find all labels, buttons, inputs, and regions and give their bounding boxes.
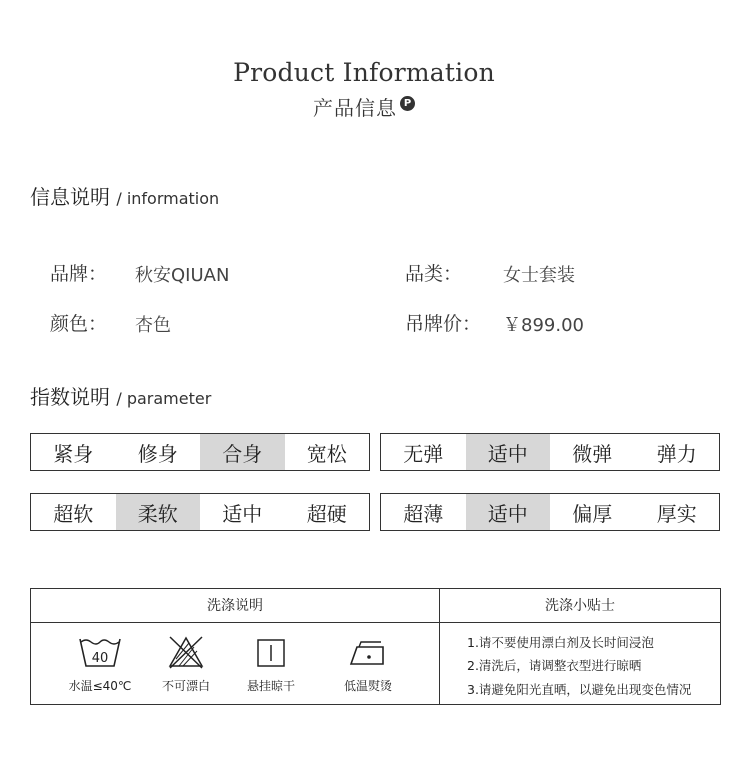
fit-option: 宽松	[306, 441, 347, 466]
fit-option: 修身	[137, 441, 178, 466]
thickness-option: 厚实	[656, 501, 697, 526]
thickness-option: 偏厚	[572, 501, 613, 526]
elasticity-option: 无弹	[403, 441, 444, 466]
elasticity-option: 微弹	[572, 441, 613, 466]
p-badge-icon: P	[400, 96, 415, 111]
thickness-option: 适中	[466, 494, 551, 530]
fit-option: 紧身	[53, 441, 94, 466]
no-bleach-icon	[167, 635, 205, 669]
tip-2: 2.清洗后，请调整衣型进行晾晒	[467, 658, 642, 673]
thickness-option: 超薄	[403, 501, 444, 526]
softness-option: 超软	[53, 501, 94, 526]
param-section-title: 指数说明	[30, 385, 110, 409]
care-divider	[439, 589, 440, 704]
param-section-subtitle: / parameter	[116, 389, 212, 408]
wash-40-icon	[78, 635, 122, 669]
thickness-scale	[380, 493, 720, 531]
title-chinese-wrap	[0, 92, 728, 121]
wash-temp-number: 40	[91, 651, 109, 666]
tip-1: 1.请不要使用漂白剂及长时间浸泡	[467, 635, 654, 650]
category-value: 女士套装	[503, 265, 575, 286]
title-english: Product Information	[233, 58, 495, 87]
elasticity-scale	[380, 433, 720, 471]
fit-option: 合身	[200, 434, 285, 470]
low-iron-caption: 低温熨烫	[343, 679, 392, 693]
care-tips-title: 洗涤小贴士	[440, 589, 720, 623]
elasticity-option: 弹力	[656, 441, 697, 466]
color-label: 颜色：	[50, 313, 108, 335]
softness-scale	[30, 493, 370, 531]
color-value: 杏色	[135, 315, 171, 336]
elasticity-option: 适中	[466, 434, 551, 470]
low-iron-icon	[349, 639, 389, 667]
info-section-heading	[30, 181, 219, 210]
brand-label: 品牌：	[50, 263, 108, 285]
hang-dry-caption: 悬挂晾干	[246, 679, 295, 693]
tip-3: 3.请避免阳光直晒，以避免出现变色情况	[467, 682, 692, 697]
softness-option: 超硬	[306, 501, 347, 526]
info-section-title: 信息说明	[30, 185, 110, 209]
price-value: ￥899.00	[503, 315, 584, 336]
care-table	[30, 588, 721, 705]
hang-dry-icon	[257, 639, 285, 667]
softness-option: 柔软	[116, 494, 201, 530]
brand-value: 秋安QIUAN	[135, 265, 230, 286]
param-section-heading	[30, 381, 211, 410]
wash-caption: 水温≤40℃	[68, 679, 132, 693]
title-chinese: 产品信息	[313, 96, 397, 120]
category-label: 品类：	[405, 263, 463, 285]
info-section-subtitle: / information	[116, 189, 220, 208]
price-label: 吊牌价：	[405, 313, 482, 335]
no-bleach-caption: 不可漂白	[161, 679, 210, 693]
fit-scale	[30, 433, 370, 471]
softness-option: 适中	[222, 501, 263, 526]
care-instructions-title: 洗涤说明	[31, 589, 439, 623]
